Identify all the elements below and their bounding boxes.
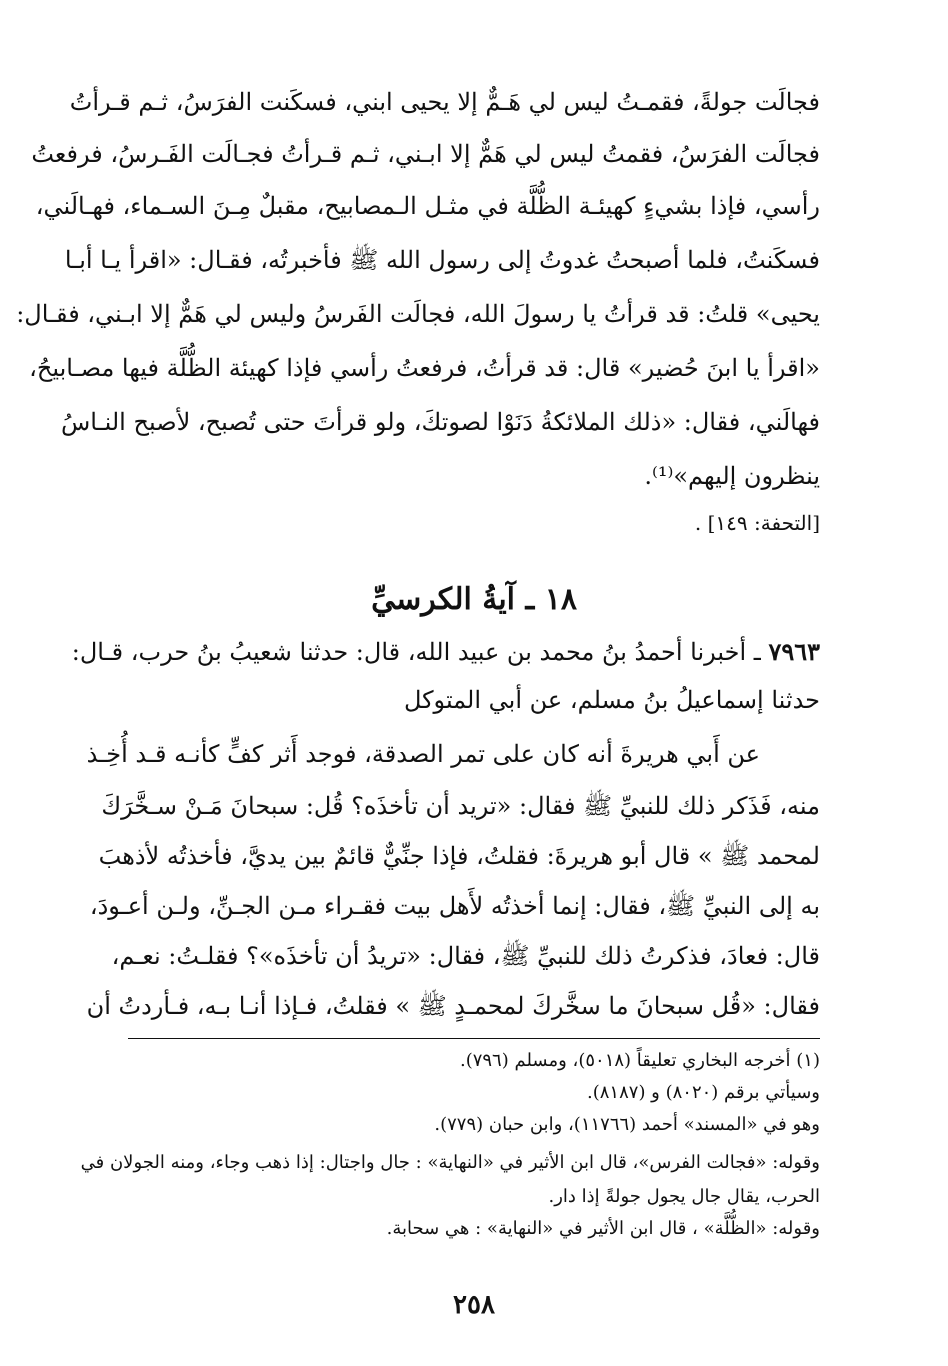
body-line-5: يحيى» قلتُ: قد قرأتُ يا رسولَ الله، فجالَت الفَرسُ وليس لي هَمٌّ إلا ابـني، فقـال: <box>16 300 820 328</box>
body-line-8: ينظرون إليهم»⁽¹⁾. <box>644 462 820 490</box>
hadith-line-2: حدثنا إسماعيلُ بنُ مسلم، عن أبي المتوكل <box>403 686 820 714</box>
body-line-6: «اقرأ يا ابنَ حُضير» قال: قد قرأتُ، فرفعتُ رأسي فإذا كهيئة الظُّلَّة فيها مصـابيحُ، <box>29 354 820 382</box>
hadith-line-7: قال: فعادَ، فذكرتُ ذلك للنبيِّ ﷺ، فقال: «تريدُ أن تأخذَه»؟ فقلـتُ: نعـم، <box>111 942 820 970</box>
footnote-separator <box>128 1038 820 1039</box>
hadith-line-6: به إلى النبيِّ ﷺ، فقال: إنما أخذتُه لأَهل بيت فقـراء مـن الجـنِّ، ولـن أعـودَ، <box>89 892 820 920</box>
hadith-line-8: فقال: «قُل سبحانَ ما سخَّركَ لمحمـدٍ ﷺ » فقلتُ، فـإذا أنـا بـه، فـأردتُ أن <box>86 992 820 1020</box>
footnote-3: وهو في «المسند» أحمد (١١٧٦٦)، وابن حبان (٧٧٩). <box>434 1114 820 1135</box>
page-number: ٢٥٨ <box>453 1290 495 1320</box>
footnote-2: وسيأتي برقم (٨٠٢٠) و (٨١٨٧). <box>587 1082 820 1103</box>
chapter-heading: ١٨ ـ آيةُ الكرسيِّ <box>371 582 577 617</box>
body-line-7: فهالَني، فقال: «ذلك الملائكةُ دَنَوْا لصوتكَ، ولو قرأتَ حتى تُصبح، لأصبح النـاسُ <box>60 408 820 436</box>
body-line-3: رأسي، فإذا بشيءٍ كهيئـة الظُّلَّة في مثـل الـمصابيح، مقبلٌ مِـنَ السـماء، فهـالَني، <box>35 192 820 220</box>
footnote-6: وقوله: «الظُّلَّة» ، قال ابن الأثير في «النهاية» : هي سحابة. <box>386 1218 820 1239</box>
hadith-line-1 <box>71 632 820 672</box>
body-line-1: فجالَت جولةً، فقمـتُ ليس لي هَـمٌّ إلا يحيى ابني، فسكَنت الفرَسُ، ثـم قـرأتُ <box>69 88 820 116</box>
hadith-line-3: عن أَبي هريرةَ أنه كان على تمر الصدقة، فوجد أَثر كفٍّ كأنـه قـد أُخِـذ <box>86 740 760 768</box>
hadith-line-4: منه، فَذَكر ذلك للنبيِّ ﷺ فقال: «تريد أن تأخذَه؟ قُل: سبحانَ مَـنْ سـخَّرَكَ <box>101 792 820 820</box>
footnote-1: (١) أخرجه البخاري تعليقاً (٥٠١٨)، ومسلم (٧٩٦). <box>459 1050 820 1071</box>
body-line-4: فسكَنتُ، فلما أصبحتُ غدوتُ إلى رسول الله ﷺ فأخبرتُه، فقـال: «اقرأ يـا أبـا <box>64 246 820 274</box>
footnote-4: وقوله: «فجالت الفرس»، قال ابن الأثير في «النهاية» : جال واجتال: إذا ذهب وجاء، ومنه الجولان في <box>80 1152 820 1173</box>
footnote-5: الحرب، يقال جال يجول جولةً إذا دار. <box>548 1186 820 1207</box>
hadith-isnad-1: ـ أخبرنا أحمدُ بنُ محمد بن عبيد الله، قال: حدثنا شعيبُ بنُ حرب، قـال: <box>71 638 761 666</box>
tuhfa-reference: [التحفة: ١٤٩] . <box>694 511 820 535</box>
body-line-2: فجالَت الفرَسُ، فقمتُ ليس لي هَمٌّ إلا ابـني، ثـم قـرأتُ فجـالَت الفَـرسُ، فرفعتُ <box>31 140 820 168</box>
hadith-number: ٧٩٦٣ <box>768 637 820 666</box>
hadith-line-5: لمحمد ﷺ » قال أبو هريرةَ: فقلتُ، فإذا جنِّيٌّ قائمٌ بين يديَّ، فأخذتُه لأذهبَ <box>98 842 820 870</box>
